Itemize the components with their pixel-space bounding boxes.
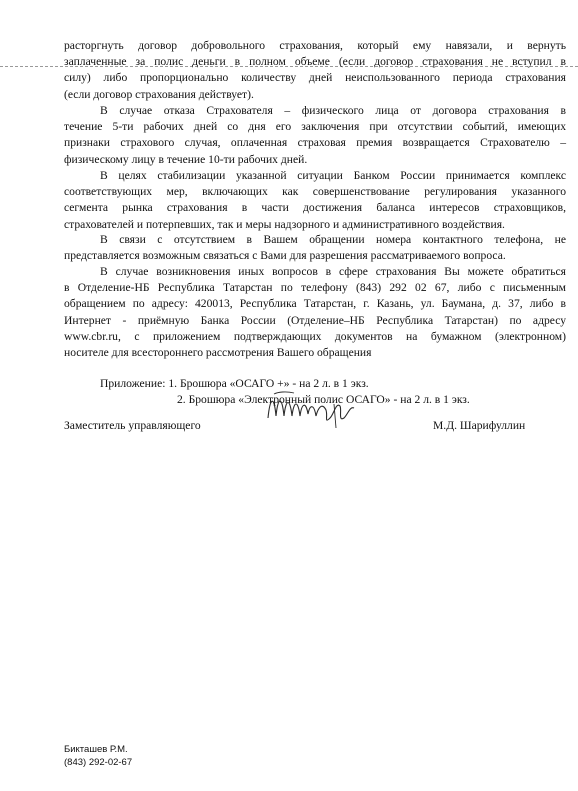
text-line: расторгнуть договор добровольного страхования, который ему навязали, и вернуть [64, 39, 566, 52]
text-line: В целях стабилизации указанной ситуации Банком России принимается комплекс [100, 169, 566, 182]
executor-footer [64, 744, 132, 769]
paragraph-contact [64, 264, 566, 361]
paragraph-measures [64, 168, 566, 233]
text-line: сегмента рынка страхования в части достижения баланса интересов страховщиков, [64, 201, 566, 215]
text-line: В случае возникновения иных вопросов в сфере страхования Вы можете обратиться [100, 265, 566, 278]
handwritten-signature [264, 388, 360, 436]
text-line: физическому лицу в течение 10-ти рабочих дней. [64, 152, 308, 166]
text-line: Интернет - приёмную Банка России (Отделение–НБ Республика Татарстан) по адресу [64, 313, 566, 327]
paragraph-no-phone [64, 232, 566, 264]
attachments-label: Приложение: [100, 377, 166, 390]
signatory-name: М.Д. Шарифуллин [433, 419, 526, 432]
paragraph-cancellation [64, 103, 566, 168]
text-line: носителе для всестороннего рассмотрения Вашего обращения [64, 346, 372, 360]
paragraph-refund [64, 38, 566, 103]
text-line: www.cbr.ru, с приложением подтверждающих документов на бумажном (электронном) [64, 329, 566, 343]
text-line: В случае отказа Страхователя – физического лица от договора страхования в [100, 104, 566, 117]
text-line: признаки страхового случая, оплаченная страховая премия возвращается Страхователю – [64, 136, 566, 150]
executor-phone: (843) 292-02-67 [64, 756, 133, 768]
attachment-item: 2. Брошюра «Электронный полис ОСАГО» - на 2 л. в 1 экз. [177, 393, 470, 406]
text-line: заплаченные за полис деньги в полном объеме (если договор страхования не вступил в [64, 55, 566, 69]
text-line: обращением по адресу: 420013, Республика Татарстан, г. Казань, ул. Баумана, д. 37, либо в [64, 297, 566, 311]
text-line: страхователей и потерпевших, так и меры надзорного и административного воздействия. [64, 217, 505, 231]
text-line: (если договор страхования действует). [64, 87, 254, 101]
text-line: в Отделение-НБ Республика Татарстан по телефону (843) 292 02 67, либо с письменным [64, 281, 566, 295]
text-line: соответствующих мер, включающих как совершенствование регулирования указанного [64, 185, 566, 199]
signatory-position: Заместитель управляющего [64, 419, 201, 432]
text-line: В связи с отсутствием в Вашем обращении номера контактного телефона, не [100, 233, 566, 246]
attachment-item: 1. Брошюра «ОСАГО +» - на 2 л. в 1 экз. [168, 377, 369, 390]
text-line: силу) либо пропорционально количеству дней неиспользованного периода страхования [64, 71, 566, 85]
executor-name: Бикташев Р.М. [64, 744, 128, 755]
text-line: течение 5-ти рабочих дней со дня его заключения при отсутствии событий, имеющих [64, 120, 566, 134]
text-line: представляется возможным связаться с Вами для разрешения рассматриваемого вопроса. [64, 249, 506, 263]
